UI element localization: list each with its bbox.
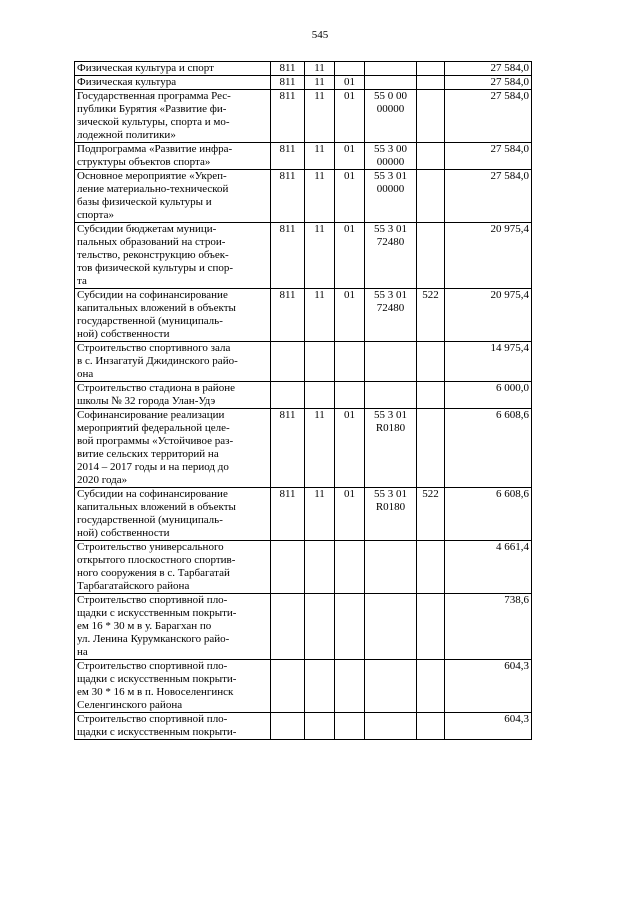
ministry-code-cell: 811 <box>271 62 305 76</box>
item-name-line: ление материально-технической <box>77 183 229 195</box>
expense-type-code-cell: 522 <box>417 289 445 342</box>
item-name-cell <box>75 541 271 594</box>
item-name-line: государственной (муниципаль- <box>77 514 223 526</box>
item-name-cell <box>75 90 271 143</box>
expense-type-code-cell <box>417 170 445 223</box>
item-name-line: ул. Ленина Курумканского райо- <box>77 633 230 645</box>
target-article-code-cell <box>365 541 417 594</box>
item-name-line: Строительство спортивного зала <box>77 342 231 354</box>
target-article-code-cell <box>365 713 417 740</box>
amount-cell: 27 584,0 <box>445 90 532 143</box>
target-article-code-line: 00000 <box>376 183 405 195</box>
amount-cell: 27 584,0 <box>445 62 532 76</box>
section-code-cell <box>305 713 335 740</box>
ministry-code-cell: 811 <box>271 488 305 541</box>
expense-type-code-cell <box>417 62 445 76</box>
page-number: 545 <box>311 29 329 41</box>
subsection-code-cell: 01 <box>335 76 365 90</box>
item-name-line: 2014 – 2017 годы и на период до <box>77 461 229 473</box>
item-name-line: Строительство универсального <box>77 541 224 553</box>
amount-cell: 14 975,4 <box>445 342 532 382</box>
target-article-code-cell <box>365 76 417 90</box>
ministry-code-cell: 811 <box>271 409 305 488</box>
section-code-cell <box>305 660 335 713</box>
item-name-line: спорта» <box>77 209 114 221</box>
item-name-line: Основное мероприятие «Укреп- <box>77 170 227 182</box>
table-row <box>75 76 532 90</box>
item-name-line: лодежной политики» <box>77 129 176 141</box>
table-row <box>75 382 532 409</box>
item-name-line: она <box>77 368 94 380</box>
item-name-cell <box>75 62 271 76</box>
section-code-cell: 11 <box>305 170 335 223</box>
table-row <box>75 223 532 289</box>
item-name-line: Строительство стадиона в районе <box>77 382 235 394</box>
target-article-code-line: 55 3 01 <box>374 488 407 500</box>
item-name-line: Субсидии на софинансирование <box>77 488 228 500</box>
item-name-line: 2020 года» <box>77 474 128 486</box>
expense-type-code-cell <box>417 409 445 488</box>
expense-type-code-cell <box>417 342 445 382</box>
target-article-code-cell <box>365 382 417 409</box>
item-name-line: ем 30 * 16 м в п. Новоселенгинск <box>77 686 234 698</box>
item-name-cell <box>75 488 271 541</box>
section-code-cell: 11 <box>305 90 335 143</box>
item-name-line: вой программы «Устойчивое раз- <box>77 435 234 447</box>
item-name-line: на <box>77 646 88 658</box>
target-article-code-cell <box>365 342 417 382</box>
ministry-code-cell: 811 <box>271 170 305 223</box>
item-name-cell <box>75 342 271 382</box>
item-name-line: структуры объектов спорта» <box>77 156 211 168</box>
ministry-code-cell: 811 <box>271 90 305 143</box>
ministry-code-cell: 811 <box>271 143 305 170</box>
target-article-code-line: 72480 <box>376 302 405 314</box>
section-code-cell <box>305 342 335 382</box>
item-name-line: витие сельских территорий на <box>77 448 219 460</box>
item-name-line: публики Бурятия «Развитие фи- <box>77 103 227 115</box>
item-name-line: капитальных вложений в объекты <box>77 501 236 513</box>
table-row <box>75 660 532 713</box>
amount-cell: 4 661,4 <box>445 541 532 594</box>
expense-type-code-cell <box>417 382 445 409</box>
item-name-line: капитальных вложений в объекты <box>77 302 236 314</box>
subsection-code-cell <box>335 713 365 740</box>
expense-type-code-cell <box>417 143 445 170</box>
section-code-cell: 11 <box>305 289 335 342</box>
expense-type-code-cell <box>417 594 445 660</box>
target-article-code-line: R0180 <box>375 422 406 434</box>
item-name-line: зической культуры, спорта и мо- <box>77 116 230 128</box>
target-article-code-line: 55 3 01 <box>374 223 407 235</box>
budget-table <box>74 61 532 740</box>
item-name-line: открытого плоскостного спортив- <box>77 554 236 566</box>
ministry-code-cell <box>271 660 305 713</box>
amount-cell: 20 975,4 <box>445 223 532 289</box>
subsection-code-cell: 01 <box>335 223 365 289</box>
item-name-cell <box>75 660 271 713</box>
amount-cell: 27 584,0 <box>445 143 532 170</box>
budget-table-body <box>75 62 532 740</box>
target-article-code-line: 00000 <box>376 156 405 168</box>
target-article-code-cell <box>365 143 417 170</box>
expense-type-code-cell <box>417 90 445 143</box>
item-name-line: ного сооружения в с. Тарбагатай <box>77 567 230 579</box>
expense-type-code-cell <box>417 660 445 713</box>
section-code-cell: 11 <box>305 76 335 90</box>
target-article-code-cell <box>365 409 417 488</box>
section-code-cell <box>305 594 335 660</box>
item-name-line: мероприятий федеральной целе- <box>77 422 230 434</box>
target-article-code-cell <box>365 594 417 660</box>
amount-cell: 27 584,0 <box>445 170 532 223</box>
amount-cell: 6 608,6 <box>445 488 532 541</box>
subsection-code-cell <box>335 382 365 409</box>
item-name-line: базы физической культуры и <box>77 196 212 208</box>
table-row <box>75 713 532 740</box>
amount-cell: 604,3 <box>445 660 532 713</box>
amount-cell: 6 000,0 <box>445 382 532 409</box>
table-row <box>75 541 532 594</box>
amount-cell: 6 608,6 <box>445 409 532 488</box>
target-article-code-cell <box>365 488 417 541</box>
amount-cell: 738,6 <box>445 594 532 660</box>
item-name-cell <box>75 713 271 740</box>
table-row <box>75 143 532 170</box>
item-name-line: в с. Инзагатуй Джидинского райо- <box>77 355 238 367</box>
expense-type-code-cell <box>417 76 445 90</box>
ministry-code-cell: 811 <box>271 76 305 90</box>
subsection-code-cell: 01 <box>335 289 365 342</box>
section-code-cell: 11 <box>305 409 335 488</box>
table-row <box>75 342 532 382</box>
subsection-code-cell <box>335 62 365 76</box>
expense-type-code-cell: 522 <box>417 488 445 541</box>
item-name-cell <box>75 223 271 289</box>
section-code-cell <box>305 382 335 409</box>
subsection-code-cell: 01 <box>335 409 365 488</box>
subsection-code-cell <box>335 660 365 713</box>
item-name-line: Селенгинского района <box>77 699 183 711</box>
expense-type-code-cell <box>417 541 445 594</box>
ministry-code-cell <box>271 594 305 660</box>
item-name-line: Физическая культура <box>77 76 177 88</box>
table-row <box>75 62 532 76</box>
subsection-code-cell: 01 <box>335 90 365 143</box>
target-article-code-cell <box>365 90 417 143</box>
item-name-cell <box>75 143 271 170</box>
subsection-code-cell <box>335 594 365 660</box>
item-name-line: тельство, реконструкцию объек- <box>77 249 229 261</box>
subsection-code-cell <box>335 342 365 382</box>
item-name-line: школы № 32 города Улан-Удэ <box>77 395 216 407</box>
table-row <box>75 594 532 660</box>
ministry-code-cell <box>271 342 305 382</box>
ministry-code-cell <box>271 713 305 740</box>
item-name-line: тов физической культуры и спор- <box>77 262 234 274</box>
table-row <box>75 409 532 488</box>
item-name-cell <box>75 382 271 409</box>
item-name-line: Строительство спортивной пло- <box>77 660 228 672</box>
item-name-line: пальных образований на строи- <box>77 236 226 248</box>
item-name-cell <box>75 409 271 488</box>
subsection-code-cell: 01 <box>335 143 365 170</box>
item-name-line: ной) собственности <box>77 328 170 340</box>
section-code-cell: 11 <box>305 223 335 289</box>
item-name-line: та <box>77 275 87 287</box>
item-name-line: ем 16 * 30 м в у. Барагхан по <box>77 620 212 632</box>
target-article-code-line: 55 3 01 <box>374 409 407 421</box>
subsection-code-cell: 01 <box>335 488 365 541</box>
subsection-code-cell: 01 <box>335 170 365 223</box>
target-article-code-line: 55 3 01 <box>374 289 407 301</box>
target-article-code-cell <box>365 170 417 223</box>
item-name-line: щадки с искусственным покрыти- <box>77 673 237 685</box>
section-code-cell: 11 <box>305 143 335 170</box>
item-name-line: Государственная программа Рес- <box>77 90 231 102</box>
target-article-code-line: 55 3 01 <box>374 170 407 182</box>
item-name-line: ной) собственности <box>77 527 170 539</box>
item-name-cell <box>75 594 271 660</box>
target-article-code-cell <box>365 223 417 289</box>
target-article-code-line: 00000 <box>376 103 405 115</box>
target-article-code-line: R0180 <box>375 501 406 513</box>
item-name-cell <box>75 76 271 90</box>
ministry-code-cell <box>271 541 305 594</box>
target-article-code-line: 55 0 00 <box>374 90 407 102</box>
item-name-line: Строительство спортивной пло- <box>77 594 228 606</box>
amount-cell: 27 584,0 <box>445 76 532 90</box>
section-code-cell: 11 <box>305 62 335 76</box>
table-row <box>75 90 532 143</box>
item-name-line: Подпрограмма «Развитие инфра- <box>77 143 233 155</box>
item-name-line: щадки с искусственным покрыти- <box>77 726 237 738</box>
item-name-line: щадки с искусственным покрыти- <box>77 607 237 619</box>
item-name-line: Софинансирование реализации <box>77 409 225 421</box>
ministry-code-cell: 811 <box>271 289 305 342</box>
ministry-code-cell <box>271 382 305 409</box>
subsection-code-cell <box>335 541 365 594</box>
ministry-code-cell: 811 <box>271 223 305 289</box>
expense-type-code-cell <box>417 223 445 289</box>
target-article-code-cell <box>365 62 417 76</box>
section-code-cell <box>305 541 335 594</box>
target-article-code-line: 55 3 00 <box>374 143 407 155</box>
section-code-cell: 11 <box>305 488 335 541</box>
expense-type-code-cell <box>417 713 445 740</box>
item-name-line: Строительство спортивной пло- <box>77 713 228 725</box>
amount-cell: 604,3 <box>445 713 532 740</box>
target-article-code-line: 72480 <box>376 236 405 248</box>
item-name-line: Физическая культура и спорт <box>77 62 214 74</box>
item-name-line: Субсидии бюджетам муници- <box>77 223 217 235</box>
item-name-line: Субсидии на софинансирование <box>77 289 228 301</box>
table-row <box>75 488 532 541</box>
item-name-line: Тарбагатайского района <box>77 580 190 592</box>
amount-cell: 20 975,4 <box>445 289 532 342</box>
item-name-cell <box>75 289 271 342</box>
target-article-code-cell <box>365 289 417 342</box>
item-name-cell <box>75 170 271 223</box>
table-row <box>75 289 532 342</box>
target-article-code-cell <box>365 660 417 713</box>
table-row <box>75 170 532 223</box>
item-name-line: государственной (муниципаль- <box>77 315 223 327</box>
